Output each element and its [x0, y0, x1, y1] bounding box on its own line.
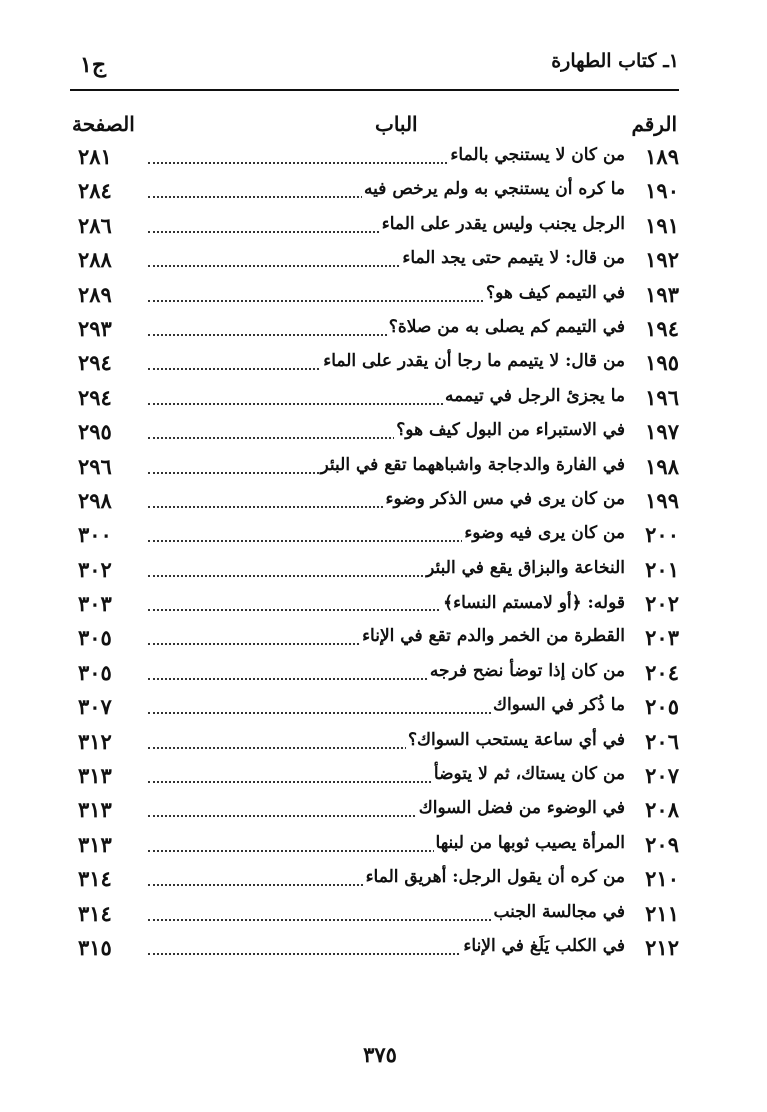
toc-entry: [70, 452, 679, 486]
entry-page: ٣٠٣: [78, 591, 112, 617]
toc-entry: [70, 417, 679, 451]
toc-entry: [70, 727, 679, 761]
entry-number: ٢٠٣: [645, 625, 679, 651]
entry-number: ٢١٠: [645, 866, 679, 892]
entry-page: ٣١٢: [78, 728, 112, 754]
entry-title: من كان يرى فيه وضوء: [464, 523, 625, 544]
toc-entry: [70, 555, 679, 589]
entry-page: ٣١٤: [78, 900, 112, 926]
entry-title: في أي ساعة يستحب السواك؟: [408, 729, 625, 750]
entry-number: ١٩٣: [645, 281, 679, 307]
toc-entry: [70, 864, 679, 898]
entry-page: ٢٩٥: [78, 419, 112, 445]
entry-title: في مجالسة الجنب: [493, 901, 625, 922]
toc-entry: [70, 486, 679, 520]
entry-number: ١٩١: [645, 212, 679, 238]
entry-title: قوله: ﴿أو لامستم النساء﴾: [443, 593, 625, 614]
column-header-chapter: الباب: [375, 112, 418, 136]
entry-number: ٢٠٤: [645, 659, 679, 685]
entry-number: ١٩٨: [645, 453, 679, 479]
entry-title: المرأة يصيب ثوبها من لبنها: [435, 832, 625, 853]
entry-title: من قال: لا يتيمم ما رجا أن يقدر على الماء: [323, 351, 625, 372]
entry-page: ٢٨٨: [78, 247, 112, 273]
toc-entry: [70, 933, 679, 967]
running-header: [70, 46, 679, 90]
entry-number: ١٩٧: [645, 419, 679, 445]
entry-number: ١٩٦: [645, 384, 679, 410]
entry-title: في الكلب يَلَغ في الإناء: [463, 935, 625, 956]
entry-title: ما يجزئ الرجل في تيممه: [445, 385, 625, 406]
toc-entry: [70, 520, 679, 554]
entry-page: ٣٠٠: [78, 522, 112, 548]
entry-number: ١٨٩: [645, 144, 679, 169]
entry-title: من كان لا يستنجي بالماء: [450, 145, 625, 165]
entry-page: ٢٨١: [78, 144, 112, 169]
table-of-contents: [70, 142, 679, 967]
entry-number: ١٩٠: [645, 178, 679, 204]
toc-entry: [70, 658, 679, 692]
entry-number: ٢٠٢: [645, 591, 679, 617]
entry-page: ٣١٣: [78, 763, 112, 789]
toc-entry: [70, 692, 679, 726]
toc-entry: [70, 280, 679, 314]
entry-title: في الاستبراء من البول كيف هو؟: [396, 420, 625, 441]
entry-number: ٢٠٧: [645, 763, 679, 789]
entry-page: ٢٨٦: [78, 212, 112, 238]
entry-page: ٣٠٥: [78, 625, 112, 651]
entry-page: ٢٨٩: [78, 281, 112, 307]
toc-entry: [70, 348, 679, 382]
entry-title: ما كره أن يستنجي به ولم يرخص فيه: [364, 179, 625, 200]
entry-page: ٢٨٤: [78, 178, 112, 204]
entry-title: في الوضوء من فضل السواك: [418, 798, 625, 819]
entry-page: ٢٩٨: [78, 487, 112, 513]
entry-number: ٢١١: [645, 900, 679, 926]
entry-title: من كان يرى في مس الذكر وضوء: [385, 488, 625, 509]
header-rule: [70, 89, 679, 91]
entry-page: ٣١٣: [78, 797, 112, 823]
entry-title: من قال: لا يتيمم حتى يجد الماء: [402, 248, 625, 269]
toc-entry: [70, 314, 679, 348]
toc-entry: [70, 795, 679, 829]
entry-page: ٢٩٣: [78, 315, 112, 341]
entry-page: ٢٩٦: [78, 453, 112, 479]
toc-entry: [70, 245, 679, 279]
column-header-number: الرقم: [631, 112, 677, 136]
entry-title: النخاعة والبزاق يقع في البئر: [426, 557, 625, 578]
column-header-page: الصفحة: [72, 112, 135, 136]
entry-number: ٢٠٠: [645, 522, 679, 548]
entry-number: ١٩٥: [645, 350, 679, 376]
entry-title: في التيمم كم يصلى به من صلاة؟: [388, 316, 625, 337]
entry-title: من كان يستاك، ثم لا يتوضأ: [433, 764, 625, 785]
entry-title: القطرة من الخمر والدم تقع في الإناء: [362, 626, 625, 647]
entry-title: في التيمم كيف هو؟: [486, 282, 625, 303]
entry-number: ١٩٩: [645, 487, 679, 513]
entry-page: ٣٠٥: [78, 659, 112, 685]
entry-title: ما ذُكر في السواك: [493, 695, 625, 716]
entry-title: في الفارة والدجاجة واشباههما تقع في البئر: [320, 454, 625, 475]
toc-entry: [70, 589, 679, 623]
entry-number: ٢٠١: [645, 556, 679, 582]
entry-title: الرجل يجنب وليس يقدر على الماء: [381, 213, 625, 234]
entry-number: ٢٠٨: [645, 797, 679, 823]
toc-entry: [70, 142, 679, 176]
entry-number: ٢١٢: [645, 934, 679, 960]
page-number: ٣٧٥: [363, 1042, 397, 1067]
entry-number: ١٩٤: [645, 315, 679, 341]
entry-title: من كان إذا توضأ نضح فرجه: [429, 660, 625, 681]
entry-number: ١٩٢: [645, 247, 679, 273]
entry-number: ٢٠٩: [645, 831, 679, 857]
entry-number: ٢٠٦: [645, 728, 679, 754]
entry-page: ٢٩٤: [78, 350, 112, 376]
entry-page: ٢٩٤: [78, 384, 112, 410]
toc-entry: [70, 623, 679, 657]
entry-title: من كره أن يقول الرجل: أهريق الماء: [365, 867, 625, 888]
entry-page: ٣١٤: [78, 866, 112, 892]
toc-entry: [70, 830, 679, 864]
entry-page: ٣٠٢: [78, 556, 112, 582]
toc-entry: [70, 761, 679, 795]
toc-entry: [70, 176, 679, 210]
book-title: ١ـ كتاب الطهارة: [551, 50, 679, 72]
toc-entry: [70, 383, 679, 417]
toc-entry: [70, 899, 679, 933]
entry-page: ٣١٣: [78, 831, 112, 857]
entry-page: ٣٠٧: [78, 694, 112, 720]
entry-number: ٢٠٥: [645, 694, 679, 720]
toc-entry: [70, 211, 679, 245]
volume-label: ج١: [80, 52, 107, 78]
entry-page: ٣١٥: [78, 934, 112, 960]
